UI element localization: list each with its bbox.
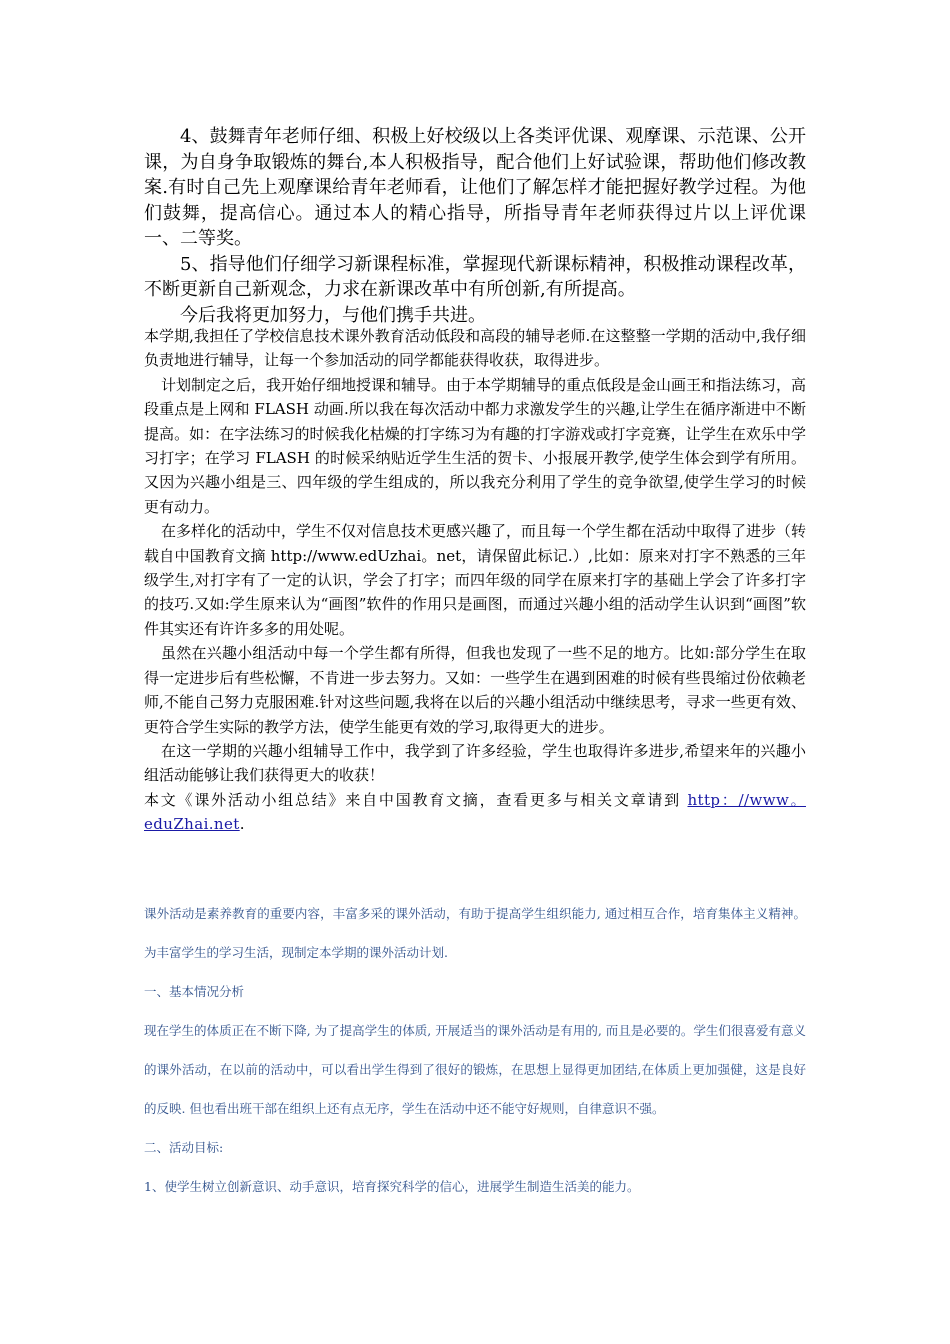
- summary-paragraph-conclusion: 在这一学期的兴趣小组辅导工作中，我学到了许多经验，学生也取得许多进步,希望来年的兴趣小组活动能够让我们获得更大的收获！: [144, 741, 806, 785]
- mentoring-summary-section: [144, 124, 806, 328]
- activity-group-summary-section: [144, 324, 806, 837]
- summary-paragraph-progress: 在多样化的活动中，学生不仅对信息技术更感兴趣了，而且每一个学生都在活动中取得了进步（转载自中国教育文摘 http://www.edUzhai。net，请保留此标记.）,比如：原来对打字不熟悉的三年级学生,对打字有了一定的认识，学会了打字；而四年级的同学在原来打字的基础上学会了许多打字的技巧.又如:学生原来认为“画图”软件的作用只是画图，而通过兴趣小组的活动学生认识到“画图”软件其实还有许许多多的用处呢。: [144, 522, 807, 638]
- situation-analysis-text: 现在学生的体质正在不断下降, 为了提高学生的体质, 开展适当的课外活动是有用的, 而且是必要的。学生们很喜爱有意义的课外活动，在以前的活动中，可以看出学生得到了很好的锻炼，在思想上显得更加团结,在体质上更加强健，这是良好的反映. 但也看出班干部在组织上还有点无序，学生在活动中还不能守好规则，自律意识不强。: [144, 1023, 806, 1116]
- paragraph-4: 4、鼓舞青年老师仔细、积极上好校级以上各类评优课、观摩课、示范课、公开课，为自身争取锻炼的舞台,本人积极指导，配合他们上好试验课，帮助他们修改教案.有时自己先上观摩课给青年老师看，让他们了解怎样才能把握好教学过程。为他们鼓舞，提高信心。通过本人的精心指导，所指导青年老师获得过片以上评优课一、二等奖。: [144, 126, 806, 249]
- source-note: [144, 788, 806, 837]
- source-note-end: .: [239, 815, 245, 834]
- summary-paragraph-shortcomings: 虽然在兴趣小组活动中每一个学生都有所得，但我也发现了一些不足的地方。比如:部分学生在取得一定进步后有些松懈，不肯进一步去努力。又如：一些学生在遇到困难的时候有些畏缩过份依赖老师,不能自己努力克服困难.针对这些问题,我将在以后的兴趣小组活动中继续思考，寻求一些更有效、更符合学生实际的教学方法，使学生能更有效的学习,取得更大的进步。: [144, 644, 806, 736]
- paragraph-closing: 今后我将更加努力，与他们携手共进。: [180, 304, 486, 326]
- activity-plan-section: [144, 894, 806, 1206]
- paragraph-5: 5、指导他们仔细学习新课程标准，掌握现代新课标精神，积极推动课程改革，不断更新自己新观念，力求在新课改革中有所创新,有所提高。: [144, 253, 806, 300]
- summary-intro: 本学期,我担任了学校信息技术课外教育活动低段和高段的辅导老师.在这整整一学期的活动中,我仔细负责地进行辅导，让每一个参加活动的同学都能获得收获，取得进步。: [144, 327, 806, 370]
- activity-goal-1: 1、使学生树立创新意识、动手意识，培育探究科学的信心，进展学生制造生活美的能力。: [144, 1179, 640, 1194]
- summary-paragraph-plan: 计划制定之后，我开始仔细地授课和辅导。由于本学期辅导的重点低段是金山画王和指法练习，高段重点是上网和 FLASH 动画.所以我在每次活动中都力求激发学生的兴趣,让学生在循序渐进中不断提高。如：在字法练习的时候我化枯燥的打字练习为有趣的打字游戏或打字竞赛，让学生在欢乐中学习打字；在学习 FLASH 的时候采纳贴近学生生活的贺卡、小报展开教学,使学生体会到学有所用。又因为兴趣小组是三、四年级的学生组成的，所以我充分利用了学生的竞争欲望,使学生学习的时候更有动力。: [144, 375, 807, 516]
- source-link[interactable]: http：//www。eduZhai.net: [144, 790, 806, 834]
- heading-activity-goals: 二、活动目标:: [144, 1140, 224, 1155]
- heading-situation-analysis: 一、基本情况分析: [144, 984, 245, 999]
- plan-intro: 课外活动是素养教育的重要内容，丰富多采的课外活动，有助于提高学生组织能力, 通过相互合作，培育集体主义精神。为丰富学生的学习生活，现制定本学期的课外活动计划.: [144, 906, 806, 960]
- source-note-text: 本文《课外活动小组总结》来自中国教育文摘，查看更多与相关文章请到: [144, 790, 688, 809]
